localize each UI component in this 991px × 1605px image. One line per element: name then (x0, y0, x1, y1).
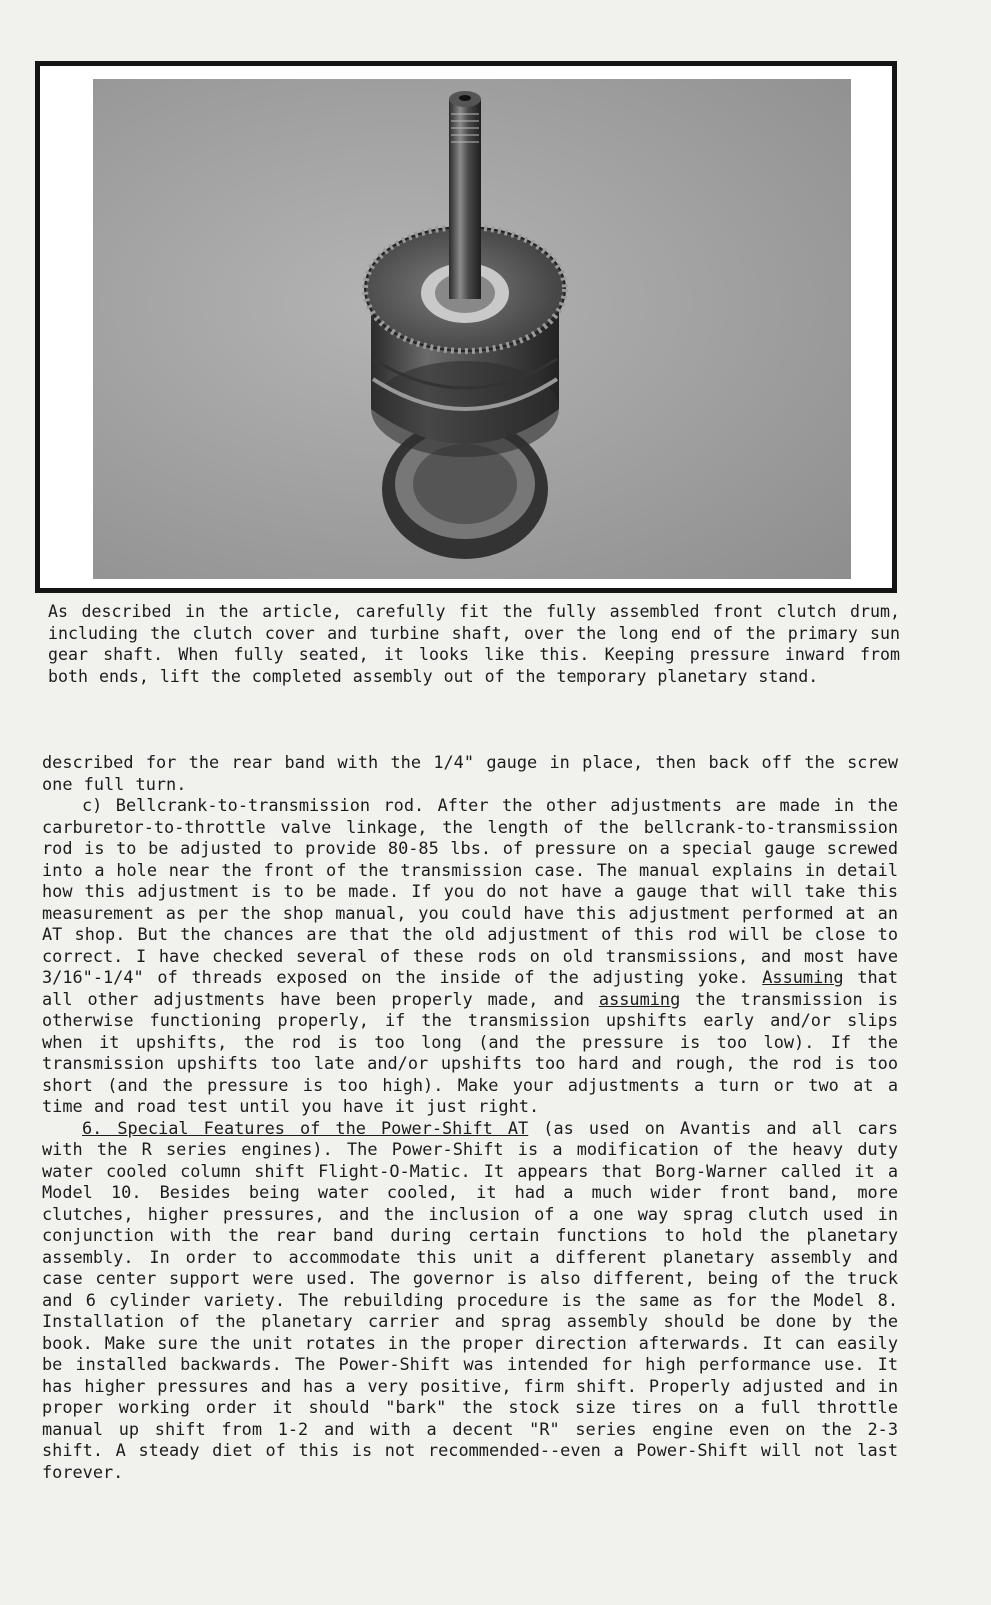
paragraph-rear-band: described for the rear band with the 1/4" gauge in place, then back off the screw one full turn. (42, 752, 898, 794)
bellcrank-text-c: the transmission is otherwise functioning properly, if the transmission upshifts early and/or slips when it upshifts, the rod is too long (and the pressure is too low). If the transmission upshifts too late and/or upshifts too hard and rough, the rod is too short (and the pressure is too high). Make your adjustments a turn or two at a time and road test until you have it just right. (42, 988, 898, 1116)
bellcrank-text-a: c) Bellcrank-to-transmission rod. After the other adjustments are made in the carburetor-to-throttle valve linkage, the length of the bellcrank-to-transmission rod is to be adjusted to provide 80-85 lbs. of pressure on a special gauge screwed into a hole near the front of the transmission case. The manual explains in detail how this adjustment is to be made. If you do not have a gauge that will take this measurement as per the shop manual, you could have this adjustment performed at an AT shop. But the chances are that the old adjustment of this rod will be close to correct. I have checked several of these rods on old transmissions, and most have 3/16"-1/4" of threads exposed on the inside of the adjusting yoke. (42, 795, 898, 987)
power-shift-text: (as used on Avantis and all cars with the R series engines). The Power-Shift is a modification of the heavy duty water cooled column shift Flight-O-Matic. It appears that Borg-Warner called it a Model 10. Besides being water cooled, it had a much wider front band, more clutches, higher pressures, and the inclusion of a one way sprag clutch used in conjunction with the rear band during certain functions to hold the planetary assembly. In order to accommodate this unit a different planetary assembly and case center support were used. The governor is also different, being of the truck and 6 cylinder variety. The rebuilding procedure is the same as for the Model 8. Installation of the planetary carrier and sprag assembly should be done by the book. Make sure the unit rotates in the proper direction afterwards. It can easily be installed backwards. The Power-Shift was intended for high performance use. It has higher pressures and has a very positive, firm shift. Properly adjusted and in proper working order it should "bark" the stock size tires on a full throttle manual up shift from 1-2 and with a decent "R" series engine even on the 2-3 shift. A steady diet of this is not recommended--even a Power-Shift will not last forever. (42, 1117, 898, 1482)
article-body (42, 752, 898, 1483)
photo-frame (35, 61, 897, 593)
photo-caption: As described in the article, carefully fit the fully assembled front clutch drum, including the clutch cover and turbine shaft, over the long end of the primary sun gear shaft. When fully seated, it looks like this. Keeping pressure inward from both ends, lift the completed assembly out of the temporary planetary stand. (48, 602, 900, 686)
bellcrank-text-b: that all other adjustments have been properly made, and (42, 967, 898, 1009)
assuming-underlined-2: assuming (598, 988, 681, 1009)
section-heading-power-shift: 6. Special Features of the Power-Shift AT (82, 1117, 529, 1138)
paragraph-bellcrank-rod (42, 795, 898, 1118)
clutch-drum-assembly-photo (93, 79, 851, 579)
clutch-drum-illustration (93, 79, 851, 579)
paragraph-power-shift (42, 1118, 898, 1484)
assuming-underlined-1: Assuming (762, 967, 844, 987)
